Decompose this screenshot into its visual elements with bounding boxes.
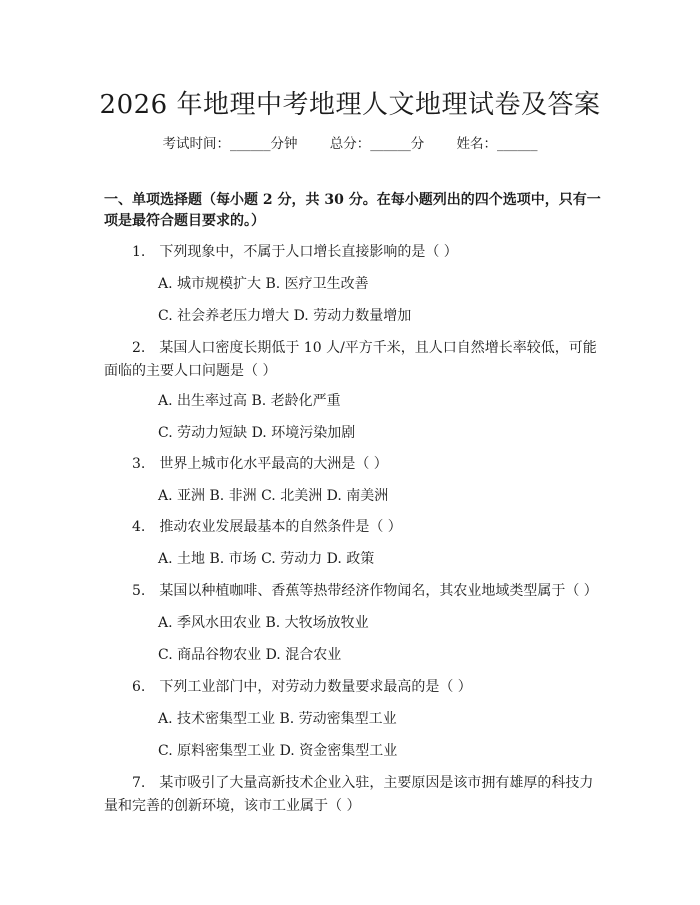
- question-2-options-row-2: C. 劳动力短缺 D. 环境污染加剧: [158, 425, 356, 441]
- question-7: 7. 某市吸引了大量高新技术企业入驻，主要原因是该市拥有雄厚的科技力量和完善的创新环境，该市工业属于（ ）: [104, 775, 594, 814]
- question-1-options-row-1: A. 城市规模扩大 B. 医疗卫生改善: [158, 276, 369, 292]
- question-5-options-row-1: A. 季风水田农业 B. 大牧场放牧业: [158, 615, 369, 631]
- exam-time: 考试时间：______分钟: [162, 136, 298, 152]
- exam-meta: [0, 132, 700, 152]
- question-5-options-row-2: C. 商品谷物农业 D. 混合农业: [158, 647, 342, 663]
- total-score: 总分：______分: [329, 136, 425, 152]
- question-4: 4. 推动农业发展最基本的自然条件是（ ）: [132, 519, 402, 535]
- section-heading: 一、单项选择题（每小题 2 分，共 30 分。在每小题列出的四个选项中，只有一项是最符合题目要求的。）: [104, 192, 601, 229]
- question-5: 5. 某国以种植咖啡、香蕉等热带经济作物闻名，其农业地域类型属于（ ）: [132, 583, 598, 599]
- question-4-options-row-1: A. 土地 B. 市场 C. 劳动力 D. 政策: [158, 551, 375, 567]
- student-name: 姓名：______: [456, 136, 538, 152]
- page-title: 2026 年地理中考地理人文地理试卷及答案: [99, 90, 601, 120]
- question-6-options-row-1: A. 技术密集型工业 B. 劳动密集型工业: [158, 711, 397, 727]
- question-2-options-row-1: A. 出生率过高 B. 老龄化严重: [158, 393, 341, 409]
- question-6: 6. 下列工业部门中，对劳动力数量要求最高的是（ ）: [132, 679, 472, 695]
- question-2: 2. 某国人口密度长期低于 10 人/平方千米，且人口自然增长率较低，可能面临的主要人口问题是（ ）: [104, 340, 597, 379]
- question-3-options-row-1: A. 亚洲 B. 非洲 C. 北美洲 D. 南美洲: [158, 488, 389, 504]
- question-1-options-row-2: C. 社会养老压力增大 D. 劳动力数量增加: [158, 308, 412, 324]
- question-6-options-row-2: C. 原料密集型工业 D. 资金密集型工业: [158, 743, 398, 759]
- question-3: 3. 世界上城市化水平最高的大洲是（ ）: [132, 456, 388, 472]
- question-1: 1. 下列现象中，不属于人口增长直接影响的是（ ）: [132, 244, 458, 260]
